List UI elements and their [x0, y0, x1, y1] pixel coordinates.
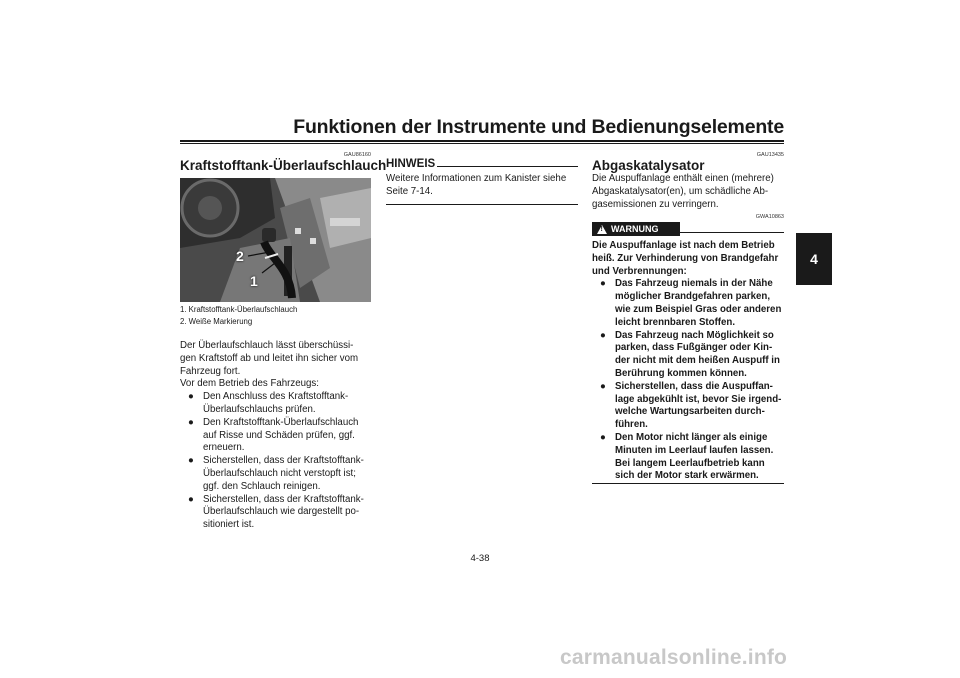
warning-line: Die Auspuffanlage ist nach dem Betrieb	[592, 240, 775, 251]
intro-line: gasemissionen zu verringern.	[592, 198, 719, 210]
catalyst-intro	[592, 173, 792, 211]
intro-line: gen Kraftstoff ab und leitet ihn sicher vom	[180, 352, 359, 364]
header-rule-thin	[180, 143, 784, 144]
warning-list	[592, 278, 786, 483]
photo-label-2: 2	[236, 248, 244, 264]
warning-triangle-icon: !	[597, 225, 607, 234]
hinweis-line: Seite 7-14.	[386, 185, 433, 197]
bullet-icon: ●	[600, 278, 606, 290]
bullet-icon: ●	[188, 391, 194, 403]
page-number: 4-38	[470, 553, 490, 564]
hinweis-text	[386, 173, 586, 199]
warning-rule	[680, 232, 784, 233]
warning-label-box	[592, 222, 680, 236]
list-item: ● Das Fahrzeug niemals in der Nähe möglicher Brandgefahren parken, wie zum Beispiel Gras oder anderen leicht brennbaren Stoffen.	[600, 278, 782, 328]
section-heading-overflow-hose: Kraftstofftank-Überlaufschlauch	[180, 158, 387, 173]
warning-body	[592, 240, 786, 483]
bullet-icon: ●	[600, 329, 606, 341]
hinweis-end-rule	[386, 204, 578, 205]
pre-bullets-text: Vor dem Betrieb des Fahrzeugs:	[180, 378, 319, 390]
hinweis-rule	[437, 166, 578, 167]
overflow-hose-photo	[180, 178, 371, 302]
watermark: carmanualsonline.info	[560, 646, 788, 669]
section-heading-catalyst: Abgaskatalysator	[592, 158, 705, 173]
intro-line: Die Auspuffanlage enthält einen (mehrere)	[592, 173, 774, 184]
bullet-icon: ●	[188, 416, 194, 428]
bullet-icon: ●	[188, 455, 194, 467]
caption-1: 1. Kraftstofftank-Überlaufschlauch	[180, 305, 298, 314]
bullet-icon: ●	[600, 380, 606, 392]
list-item: ● Den Motor nicht länger als einige Minuten im Leerlauf laufen lassen. Bei langem Leerlaufbetrieb kann sich der Motor stark erwärmen.	[600, 431, 774, 482]
page-header-title: Funktionen der Instrumente und Bedienungselemente	[293, 116, 784, 138]
photo-label-1: 1	[250, 273, 258, 289]
intro-line: Abgaskatalysator(en), um schädliche Ab-	[592, 185, 769, 197]
list-item: ● Sicherstellen, dass der Kraftstofftank- Überlaufschlauch nicht verstopft ist; ggf. den Schlauch reinigen.	[188, 455, 364, 492]
warning-label: WARNUNG	[611, 224, 659, 234]
warning-line: und Verbrennungen:	[592, 265, 687, 277]
chapter-tab[interactable]: 4	[796, 233, 832, 285]
check-list	[180, 391, 380, 532]
hinweis-line: Weitere Informationen zum Kanister siehe	[386, 173, 567, 184]
hinweis-title: HINWEIS	[386, 158, 436, 170]
list-item: ● Das Fahrzeug nach Möglichkeit so parken, dass Fußgänger oder Kin- der nicht mit dem heißen Auspuff in Berührung kommen können.	[600, 329, 780, 379]
warning-end-rule	[592, 483, 784, 484]
section-code: GAU86160	[343, 152, 371, 158]
warning-code: GWA10863	[755, 214, 784, 220]
caption-2: 2. Weiße Markierung	[180, 316, 253, 326]
overflow-hose-body	[180, 340, 380, 532]
list-item: ● Den Anschluss des Kraftstofftank- Überlaufschlauchs prüfen.	[188, 391, 349, 415]
warning-line: heiß. Zur Verhinderung von Brandgefahr	[592, 252, 779, 264]
intro-line: Fahrzeug fort.	[180, 365, 241, 377]
bullet-icon: ●	[188, 493, 194, 505]
bullet-icon: ●	[600, 431, 606, 443]
list-item: ● Den Kraftstofftank-Überlaufschlauch auf Risse und Schäden prüfen, ggf. erneuern.	[188, 416, 359, 454]
photo-illustration	[180, 178, 371, 302]
list-item: ● Sicherstellen, dass der Kraftstofftank- Überlaufschlauch wie dargestellt po- sitioniert ist.	[188, 493, 364, 531]
section-code: GAU13435	[756, 152, 784, 158]
intro-line: Der Überlaufschlauch lässt überschüssi-	[180, 340, 354, 351]
photo-captions	[180, 304, 380, 327]
header-rule	[180, 140, 784, 142]
list-item: ● Sicherstellen, dass die Auspuffan- lage abgekühlt ist, bevor Sie irgend- welche Wartungsarbeiten durch- führen.	[600, 380, 782, 431]
